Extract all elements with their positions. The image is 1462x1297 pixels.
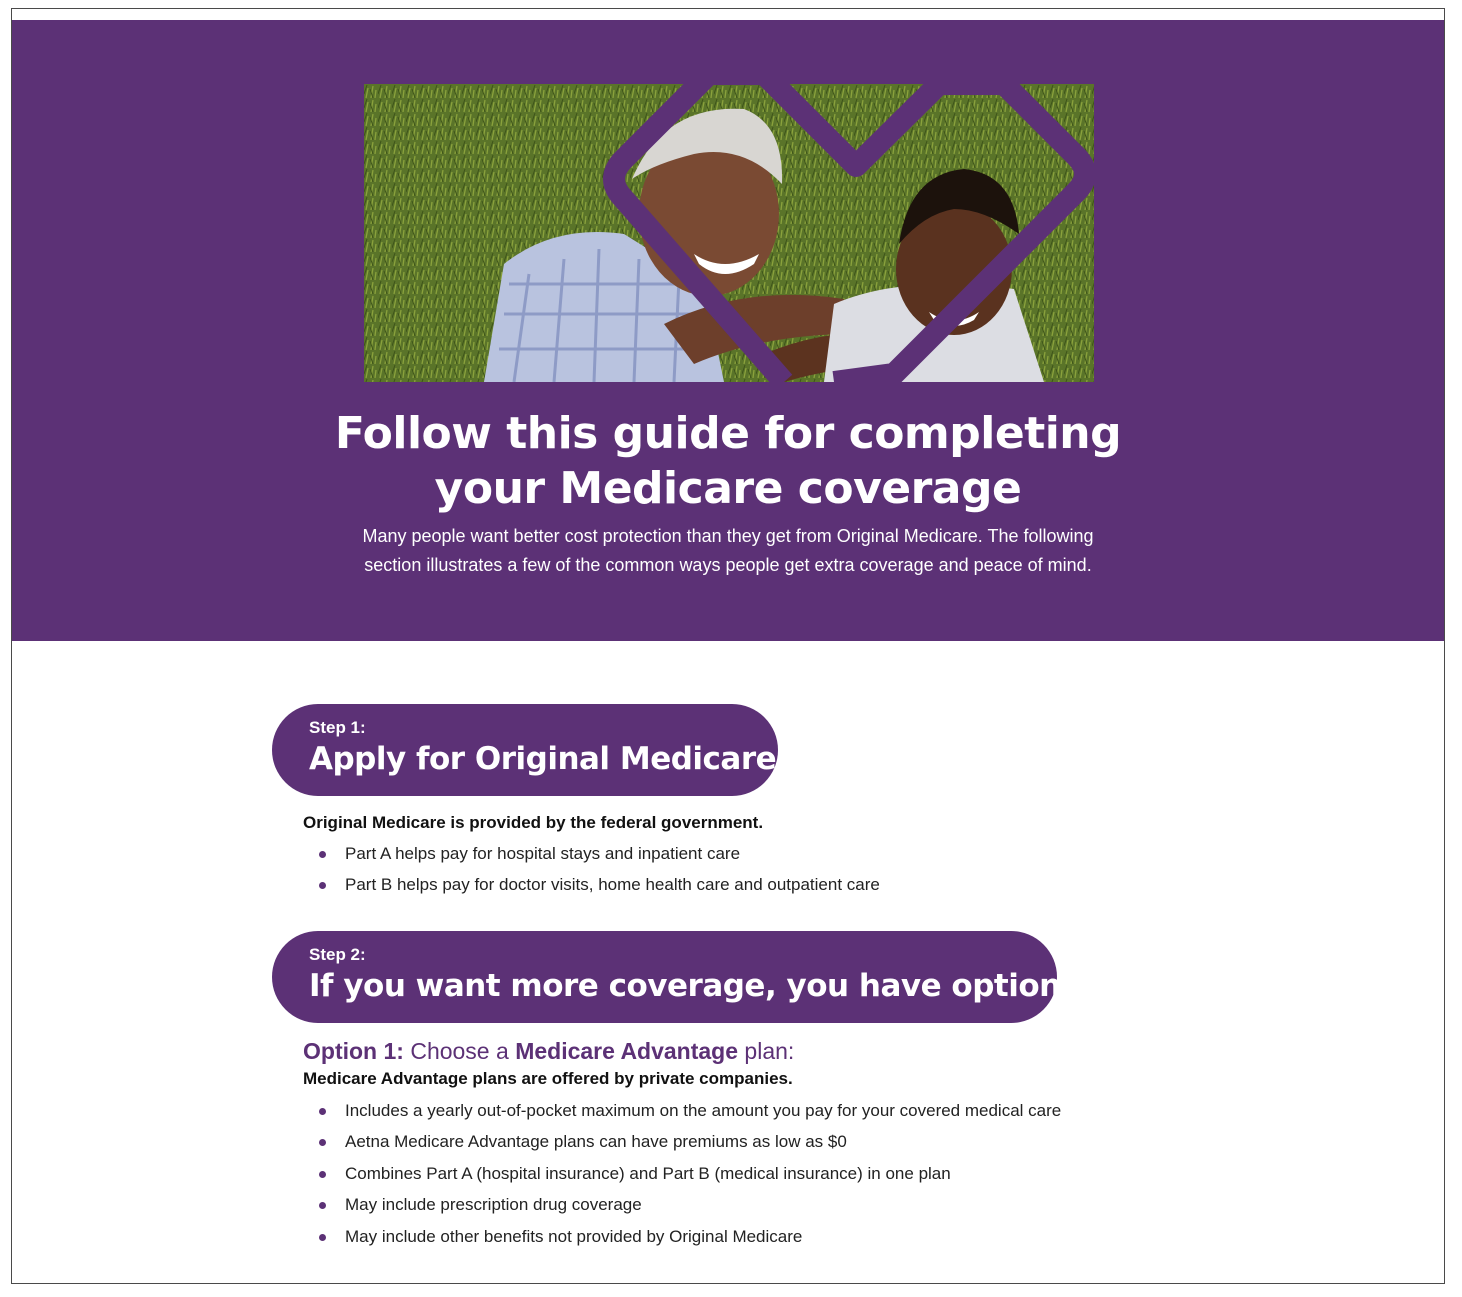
list-item [319,1225,1061,1256]
bullet-dot-icon [319,1108,326,1115]
step-2-label: Step 2: [309,945,366,964]
list-item-text: Aetna Medicare Advantage plans can have premiums as low as $0 [345,1132,847,1152]
list-item [319,1130,1061,1161]
bullet-dot-icon [319,1202,326,1209]
hero-photo [364,84,1094,382]
page-title [12,406,1444,516]
bullet-dot-icon [319,1139,326,1146]
list-item [319,1193,1061,1224]
page-title-line-1: Follow this guide for completing [334,408,1122,459]
step-1-title: Apply for Original Medicare [309,741,777,777]
list-item-text: Combines Part A (hospital insurance) and Part B (medical insurance) in one plan [345,1163,951,1183]
list-item-text: May include other benefits not provided by Original Medicare [345,1226,803,1246]
step-1-lead: Original Medicare is provided by the federal government. [303,813,764,832]
option-1-highlight: Medicare Advantage [515,1038,739,1064]
hero-photo-illustration [364,84,1094,382]
list-item [319,1099,1061,1130]
bullet-dot-icon [319,882,326,889]
option-1-text-b: plan: [738,1038,795,1064]
bullet-dot-icon [319,1234,326,1241]
step-1-bullet-list [319,842,880,905]
step-1-label: Step 1: [309,718,366,737]
hero-subtitle: Many people want better cost protection than they get from Original Medicare. The following section illustrates a few of the common ways people get extra coverage and peace of mind. [362,526,1094,575]
step-1-banner [272,704,778,796]
hero-banner [12,20,1444,641]
list-item-text: Part A helps pay for hospital stays and inpatient care [345,844,741,863]
step-2-lead: Medicare Advantage plans are offered by private companies. [303,1069,793,1088]
option-1-prefix: Option 1: [303,1038,404,1064]
list-item-text: Part B helps pay for doctor visits, home health care and outpatient care [345,875,880,895]
option-1-heading [303,1034,794,1068]
list-item [319,842,880,873]
page-frame [11,8,1445,1284]
bullet-dot-icon [319,851,326,858]
page-title-line-2: your Medicare coverage [434,463,1022,514]
list-item [319,1162,1061,1193]
bullet-dot-icon [319,1171,326,1178]
option-1-text-a: Choose a [403,1038,516,1064]
list-item-text: May include prescription drug coverage [345,1195,642,1215]
step-2-banner [272,931,1079,1023]
step-2-bullet-list [319,1099,1061,1256]
step-2-title: If you want more coverage, you have options [309,968,1079,1004]
list-item [319,873,880,904]
list-item-text: Includes a yearly out-of-pocket maximum on the amount you pay for your covered medical care [345,1101,1062,1120]
